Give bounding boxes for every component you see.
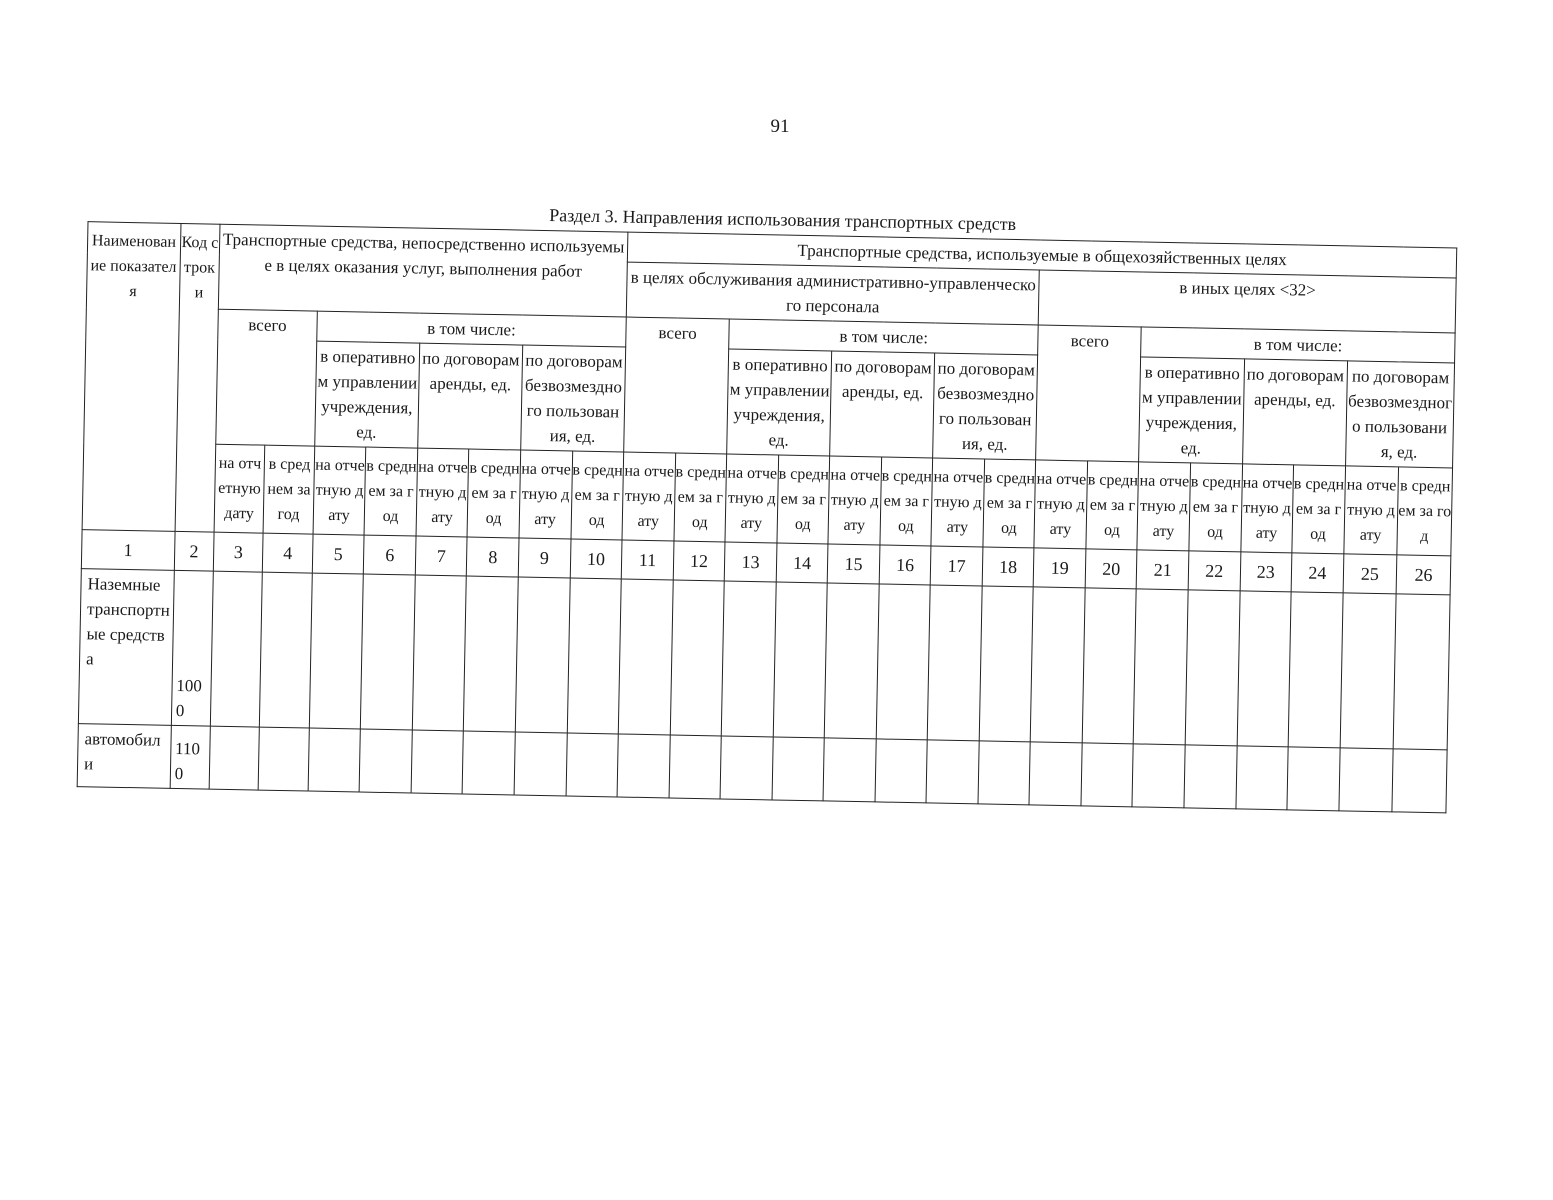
subheader-at-date: на отчетную дату	[519, 450, 572, 539]
header-operative-services: в оперативном управлении учреждения, ед.	[315, 341, 420, 448]
data-cell[interactable]	[928, 585, 982, 741]
data-cell[interactable]	[515, 577, 569, 733]
data-cell[interactable]	[824, 583, 878, 739]
column-number: 5	[312, 534, 364, 574]
column-number: 9	[518, 538, 570, 578]
column-number: 20	[1085, 549, 1137, 589]
data-cell[interactable]	[926, 740, 979, 804]
subheader-at-date: на отчетную дату	[725, 454, 778, 543]
subheader-at-date: на отчетную дату	[622, 452, 675, 541]
subheader-at-date: на отчетную дату	[931, 458, 984, 547]
section-title: Раздел 3. Направления использования транспортных средств	[549, 205, 1017, 235]
header-group-services: Транспортные средства, непосредственно используемые в целях оказания услуг, выполнения работ	[218, 224, 628, 317]
data-cell[interactable]	[1339, 748, 1394, 812]
data-cell[interactable]	[1392, 749, 1447, 813]
subheader-at-date: на отчетную дату	[828, 456, 881, 545]
transport-usage-table	[77, 221, 1458, 813]
column-number: 10	[570, 539, 622, 579]
data-cell[interactable]	[1393, 594, 1450, 750]
subheader-avg-year: в среднем за год	[1086, 461, 1139, 550]
data-cell[interactable]	[669, 735, 722, 799]
subheader-at-date: на отчетную дату	[416, 448, 469, 537]
data-cell[interactable]	[1134, 589, 1188, 745]
column-number: 22	[1188, 551, 1240, 591]
data-cell[interactable]	[1081, 743, 1134, 807]
data-cell[interactable]	[773, 582, 827, 738]
column-number: 23	[1240, 552, 1292, 592]
data-cell[interactable]	[566, 733, 619, 797]
row-code: 1100	[170, 725, 210, 789]
subheader-avg-year: в среднем за год	[364, 447, 417, 536]
data-cell[interactable]	[978, 741, 1031, 805]
data-cell[interactable]	[1288, 592, 1342, 748]
data-cell[interactable]	[514, 732, 567, 796]
header-total-services: всего	[216, 309, 318, 446]
header-including-admin: в том числе:	[729, 319, 1039, 355]
data-cell[interactable]	[260, 572, 312, 728]
column-number: 16	[879, 545, 931, 585]
header-operative-admin: в оперативном управлении учреждения, ед.	[727, 349, 832, 456]
header-name: Наименование показателя	[82, 222, 181, 532]
header-including-services: в том числе:	[317, 311, 627, 347]
column-number: 13	[724, 542, 776, 582]
subheader-avg-year: в среднем за год	[1189, 463, 1242, 552]
data-cell[interactable]	[463, 731, 516, 795]
header-total-other: всего	[1036, 325, 1142, 462]
data-cell[interactable]	[617, 734, 670, 798]
data-cell[interactable]	[361, 574, 415, 730]
row-code: 1000	[171, 570, 213, 726]
subheader-at-date: на отчетную дату	[214, 444, 265, 533]
data-cell[interactable]	[875, 739, 928, 803]
data-cell[interactable]	[1031, 587, 1085, 743]
subheader-avg-year: в среднем за год	[674, 453, 727, 542]
subheader-avg-year: в среднем за год	[1397, 467, 1453, 556]
row-name: Наземные транспортные средства	[78, 569, 174, 726]
data-cell[interactable]	[210, 571, 262, 727]
column-number: 18	[982, 547, 1034, 587]
data-cell[interactable]	[308, 728, 361, 792]
column-number: 2	[174, 531, 214, 571]
header-lease-other: по договорам аренды, ед.	[1242, 359, 1347, 466]
header-including-other: в том числе:	[1141, 327, 1455, 363]
page-number: 91	[770, 116, 790, 137]
row-name: автомобили	[77, 724, 171, 789]
column-number: 17	[931, 546, 983, 586]
subheader-at-date: на отчетную дату	[313, 446, 366, 535]
data-cell[interactable]	[412, 575, 466, 731]
header-group-admin: в целях обслуживания административно-управленческого персонала	[626, 262, 1039, 325]
column-number: 25	[1343, 554, 1397, 594]
subheader-avg-year: в среднем за год	[571, 451, 624, 540]
column-number: 11	[621, 540, 673, 580]
data-cell[interactable]	[876, 584, 930, 740]
table-row	[78, 569, 1450, 750]
header-code: Код строки	[175, 223, 220, 532]
data-cell[interactable]	[721, 581, 775, 737]
data-cell[interactable]	[411, 730, 464, 794]
column-number: 12	[673, 541, 725, 581]
column-number: 6	[364, 535, 416, 575]
data-cell[interactable]	[720, 736, 773, 800]
header-free-use-other: по договорам безвозмездного пользования, ед.	[1345, 361, 1454, 468]
document-sheet	[67, 196, 1468, 814]
subheader-avg-year: в среднем за год	[880, 457, 933, 546]
subheader-at-date: на отчетную дату	[1240, 464, 1293, 553]
data-cell[interactable]	[979, 586, 1033, 742]
header-lease-services: по договорам аренды, ед.	[418, 343, 523, 450]
header-free-use-admin: по договорам безвозмездного пользования, ед.	[933, 353, 1038, 460]
data-cell[interactable]	[359, 729, 412, 793]
column-number: 1	[81, 530, 174, 571]
data-cell[interactable]	[1184, 745, 1237, 809]
header-free-use-services: по договорам безвозмездного пользования, ед.	[521, 345, 626, 452]
column-number: 3	[213, 532, 263, 572]
subheader-avg-year: в среднем за год	[1292, 465, 1345, 554]
column-number: 14	[776, 543, 828, 583]
column-number: 24	[1291, 553, 1343, 593]
data-cell[interactable]	[772, 737, 825, 801]
header-lease-admin: по договорам аренды, ед.	[830, 351, 935, 458]
header-total-admin: всего	[624, 317, 730, 454]
data-cell[interactable]	[1287, 747, 1340, 811]
subheader-at-date: на отчетную дату	[1137, 462, 1190, 551]
data-cell[interactable]	[1237, 591, 1291, 747]
subheader-avg-year: в среднем за год	[983, 459, 1036, 548]
column-number: 21	[1137, 550, 1189, 590]
data-cell[interactable]	[1185, 590, 1239, 746]
data-cell[interactable]	[1132, 744, 1185, 808]
subheader-at-date: на отчетную дату	[1034, 460, 1087, 549]
data-cell[interactable]	[567, 578, 622, 734]
subheader-avg-year: в среднем за год	[263, 445, 314, 534]
data-cell[interactable]	[1082, 588, 1136, 744]
data-cell[interactable]	[464, 576, 518, 732]
column-number: 4	[263, 533, 313, 573]
data-cell[interactable]	[1340, 593, 1397, 749]
subheader-avg-year: в среднем за год	[777, 455, 830, 544]
column-number: 26	[1396, 555, 1451, 595]
data-cell[interactable]	[670, 580, 724, 736]
column-number: 15	[827, 544, 879, 584]
subheader-avg-year: в среднем за год	[467, 449, 520, 538]
header-operative-other: в оперативном управлении учреждения, ед.	[1139, 357, 1244, 464]
header-group-general: Транспортные средства, используемые в общехозяйственных целях	[627, 232, 1456, 278]
data-cell[interactable]	[1029, 742, 1082, 806]
data-cell[interactable]	[618, 579, 672, 735]
subheader-at-date: на отчетную дату	[1343, 466, 1398, 555]
data-cell[interactable]	[309, 573, 363, 729]
data-cell[interactable]	[1235, 746, 1288, 810]
column-number: 19	[1034, 548, 1086, 588]
data-cell[interactable]	[823, 738, 876, 802]
column-number: 7	[415, 536, 467, 576]
data-cell[interactable]	[209, 726, 260, 790]
data-cell[interactable]	[259, 727, 310, 791]
header-group-other: в иных целях <32>	[1039, 270, 1457, 333]
column-number: 8	[467, 537, 519, 577]
